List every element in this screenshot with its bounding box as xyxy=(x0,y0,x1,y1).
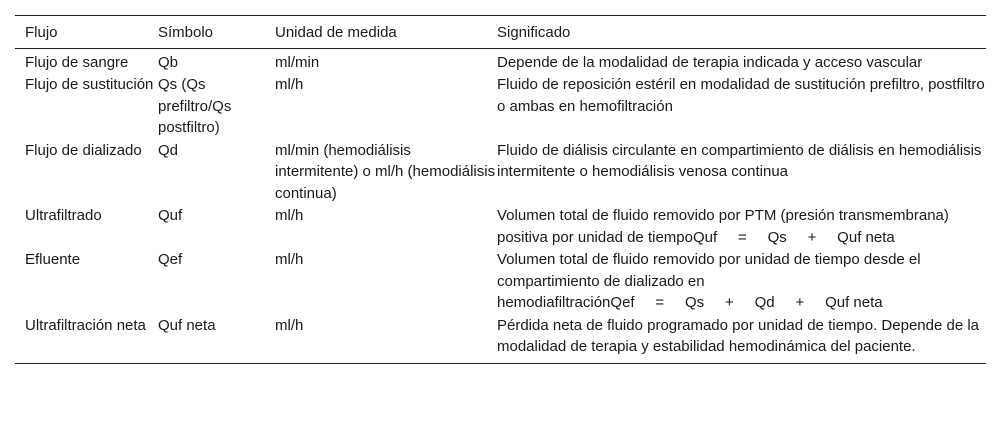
cell-significado xyxy=(497,140,986,206)
cell-flujo: Ultrafiltración neta xyxy=(25,316,146,334)
significado-text: Fluido de diálisis circulante en compartimiento de diálisis en hemodiálisis intermitente o hemodiálisis venosa continua xyxy=(497,141,982,180)
cell-significado xyxy=(497,315,986,364)
cell-flujo: Ultrafiltrado xyxy=(25,207,102,224)
cell-significado xyxy=(497,74,986,140)
significado-text: Depende de la modalidad de terapia indicada y acceso vascular xyxy=(497,53,923,71)
header-simbolo: Símbolo xyxy=(158,24,214,41)
table-row xyxy=(15,48,986,74)
cell-flujo: Flujo de dializado xyxy=(25,141,142,159)
formula-text: Quf = Qs + Quf neta xyxy=(692,228,895,246)
cell-unidad: ml/h xyxy=(275,251,304,268)
header-unidad: Unidad de medida xyxy=(275,24,397,41)
table-row xyxy=(15,74,986,140)
flow-table-container xyxy=(15,15,986,364)
cell-unidad: ml/min xyxy=(275,53,320,71)
cell-significado xyxy=(497,205,986,249)
cell-unidad: ml/h xyxy=(275,207,304,224)
significado-text: Volumen total de fluido removido por unidad de tiempo desde el compartimiento de dializado en hemodiafiltración xyxy=(497,251,921,311)
cell-flujo: Efluente xyxy=(25,251,81,268)
flow-table xyxy=(15,15,986,364)
cell-simbolo: Qs (Qs prefiltro/Qs postfiltro) xyxy=(158,76,232,136)
table-header-row xyxy=(15,16,986,49)
cell-unidad: ml/min (hemodiálisis intermitente) o ml/h (hemodiálisis continua) xyxy=(275,141,496,202)
cell-simbolo: Qd xyxy=(158,141,179,159)
header-flujo: Flujo xyxy=(25,24,58,41)
header-significado: Significado xyxy=(497,24,571,41)
significado-text: Fluido de reposición estéril en modalidad de sustitución prefiltro, postfiltro o ambas en hemofiltración xyxy=(497,76,985,115)
significado-text: Volumen total de fluido removido por PTM (presión transmembrana) positiva por unidad de tiempo xyxy=(497,207,949,246)
table-row xyxy=(15,249,986,315)
cell-significado xyxy=(497,249,986,315)
cell-unidad: ml/h xyxy=(275,316,304,334)
table-row xyxy=(15,140,986,206)
formula-text: Qef = Qs + Qd + Quf neta xyxy=(610,294,883,311)
cell-simbolo: Qb xyxy=(158,53,179,71)
significado-text: Pérdida neta de fluido programado por unidad de tiempo. Depende de la modalidad de terapia y estabilidad hemodinámica del paciente. xyxy=(497,316,980,355)
cell-simbolo: Qef xyxy=(158,251,183,268)
table-row xyxy=(15,205,986,249)
cell-simbolo: Quf xyxy=(158,207,183,224)
cell-flujo: Flujo de sangre xyxy=(25,53,129,71)
cell-unidad: ml/h xyxy=(275,76,304,93)
cell-simbolo: Quf neta xyxy=(158,316,216,334)
cell-significado xyxy=(497,48,986,74)
table-row xyxy=(15,315,986,364)
cell-flujo: Flujo de sustitución xyxy=(25,76,154,93)
